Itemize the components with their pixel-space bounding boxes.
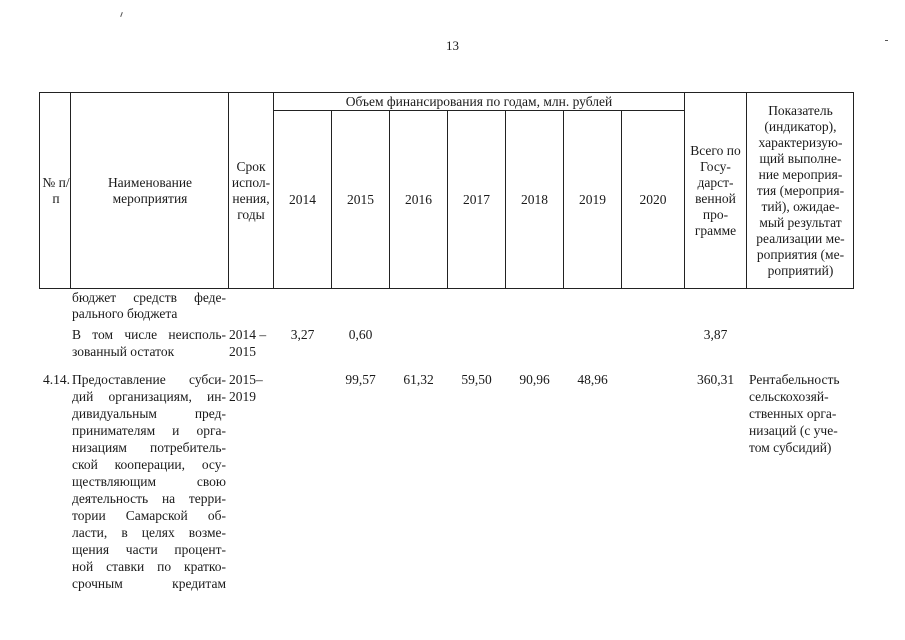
item-indicator-line: низаций (с уче- <box>749 423 838 438</box>
unused-balance-2014: 3,27 <box>290 327 315 342</box>
item-indicator-line: сельскохозяй- <box>749 389 829 404</box>
item-name-line: Предоставление субси- <box>72 372 226 387</box>
item-indicator-line: ственных орга- <box>749 406 837 421</box>
page-number: 13 <box>446 38 459 53</box>
item-2015: 99,57 <box>345 372 376 387</box>
header-year-2017: 2017 <box>463 191 490 207</box>
item-name-line: ской кооперации, осу- <box>72 457 226 472</box>
item-name-line: срочным кредитам <box>72 576 226 591</box>
item-number: 4.14. <box>43 372 70 387</box>
grid-v-left <box>39 92 40 289</box>
item-2018: 90,96 <box>519 372 550 387</box>
item-2016: 61,32 <box>403 372 434 387</box>
item-term-line: 2015– <box>229 372 263 387</box>
header-year-2015: 2015 <box>347 191 374 207</box>
header-year-2019: 2019 <box>579 191 606 207</box>
scan-speck <box>120 12 123 17</box>
item-name-line: щения части процент- <box>72 542 226 557</box>
header-year-2018: 2018 <box>521 191 548 207</box>
grid-v-indicator <box>746 92 747 289</box>
item-2017: 59,50 <box>461 372 492 387</box>
unused-balance-term-line: 2014 – <box>229 327 267 342</box>
continuation-line: рального бюджета <box>72 306 178 321</box>
item-name-line: ществляющим свою <box>72 474 226 489</box>
item-2019: 48,96 <box>577 372 608 387</box>
unused-balance-name-line: зованный остаток <box>72 344 175 359</box>
item-name-line: ласти, в целях возме- <box>72 525 226 540</box>
item-name-line: дий организациям, ин- <box>72 389 226 404</box>
header-year-2020: 2020 <box>639 191 667 207</box>
item-name-line: низациям потребитель- <box>72 440 226 455</box>
item-name-line: принимателям и орга- <box>72 423 226 438</box>
item-term-line: 2019 <box>229 389 256 404</box>
header-term: Срок испол- нения, годы <box>231 158 271 222</box>
unused-balance-name-line: В том числе неисполь- <box>72 327 226 342</box>
item-name-line: деятельность на терри- <box>72 491 226 506</box>
header-funding-group: Объем финансирования по годам, млн. рублей <box>345 93 613 109</box>
header-total: Всего по Госу- дарст- венной про- грамме <box>690 142 741 238</box>
item-indicator-line: том субсидий) <box>749 440 832 455</box>
item-indicator-line: Рентабельность <box>749 372 840 387</box>
item-total: 360,31 <box>696 372 735 387</box>
item-name-line: ной ставки по кратко- <box>72 559 226 574</box>
header-year-2016: 2016 <box>405 191 432 207</box>
continuation-line: бюджет средств феде- <box>72 290 226 305</box>
grid-v-no <box>70 92 71 289</box>
unused-balance-2015: 0,60 <box>348 327 373 342</box>
item-name-line: тории Самарской об- <box>72 508 226 523</box>
header-no: № п/п <box>42 174 70 206</box>
grid-v-right <box>853 92 854 289</box>
header-year-2014: 2014 <box>289 191 316 207</box>
unused-balance-total: 3,87 <box>703 327 728 342</box>
item-name-line: дивидуальным пред- <box>72 406 226 421</box>
header-indicator: Показатель (индикатор), характеризую- щий выполне- ние мероприя- тия (мероприя- тий), ожидае- мый результат реализации ме- роприятия (ме- роприятий) <box>756 102 845 278</box>
header-name: Наименование мероприятия <box>107 174 193 206</box>
unused-balance-term-line: 2015 <box>229 344 256 359</box>
